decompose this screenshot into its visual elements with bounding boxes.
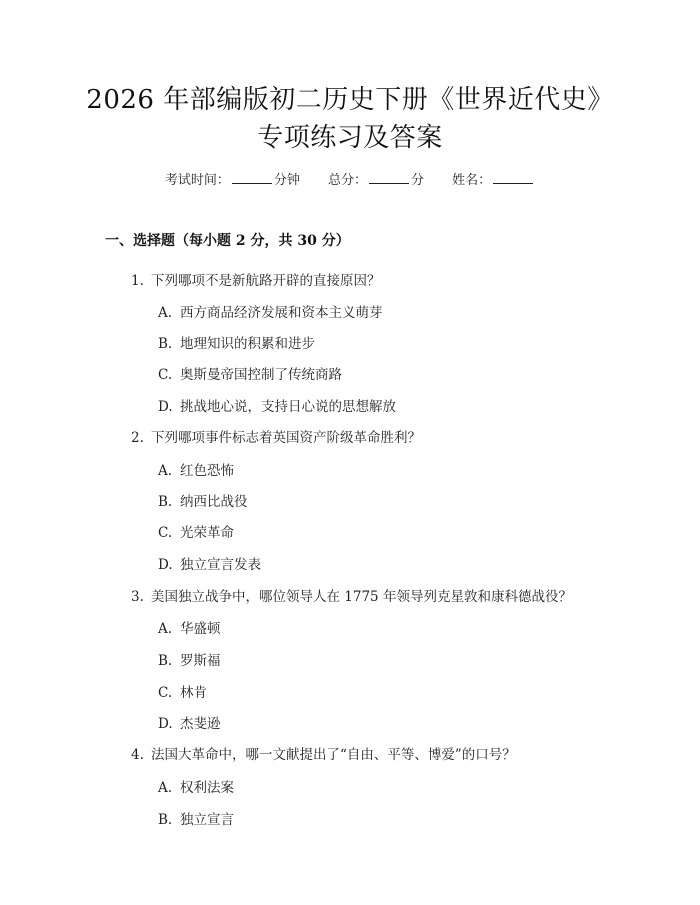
page-title-line-1: 2026 年部编版初二历史下册《世界近代史》	[86, 85, 614, 115]
question-number: 1.	[131, 273, 144, 289]
option-text: 独立宣言	[180, 812, 234, 828]
page-title-line-2: 专项练习及答案	[257, 123, 443, 153]
option-text: 光荣革命	[180, 525, 234, 541]
exam-time-blank[interactable]	[232, 170, 272, 184]
question-4	[131, 745, 516, 765]
option-letter: C.	[158, 525, 173, 541]
question-1	[131, 271, 381, 291]
option-letter: D.	[158, 557, 173, 573]
q2-option-c[interactable]	[158, 523, 234, 543]
option-text: 林肯	[180, 685, 207, 701]
option-letter: A.	[158, 780, 173, 796]
q2-option-b[interactable]	[158, 492, 248, 512]
option-letter: C.	[158, 367, 173, 383]
question-number: 4.	[131, 747, 144, 763]
exam-time-unit: 分钟	[273, 173, 300, 188]
question-text: 下列哪项不是新航路开辟的直接原因？	[151, 273, 381, 289]
option-text: 红色恐怖	[180, 463, 234, 479]
q2-option-d[interactable]	[158, 555, 261, 575]
q2-option-a[interactable]	[158, 461, 234, 481]
option-text: 华盛顿	[180, 621, 221, 637]
option-text: 地理知识的积累和进步	[180, 336, 315, 352]
q3-option-a[interactable]	[158, 619, 221, 639]
question-number: 2.	[131, 430, 144, 446]
q4-option-b[interactable]	[158, 810, 234, 830]
option-text: 权利法案	[180, 780, 234, 796]
q1-option-b[interactable]	[158, 334, 315, 354]
q1-option-a[interactable]	[158, 303, 383, 323]
option-text: 奥斯曼帝国控制了传统商路	[180, 367, 342, 383]
option-letter: A.	[158, 463, 173, 479]
option-letter: B.	[158, 494, 173, 510]
student-name-blank[interactable]	[493, 170, 533, 184]
option-text: 纳西比战役	[180, 494, 248, 510]
exam-time	[165, 170, 300, 190]
option-text: 西方商品经济发展和资本主义萌芽	[180, 305, 383, 321]
q3-option-c[interactable]	[158, 683, 207, 703]
section-heading: 一、选择题（每小题 2 分，共 30 分）	[105, 233, 350, 249]
option-text: 独立宣言发表	[180, 557, 261, 573]
question-3	[131, 587, 572, 607]
option-letter: A.	[158, 305, 173, 321]
question-2	[131, 428, 421, 448]
option-letter: B.	[158, 653, 173, 669]
option-letter: A.	[158, 621, 173, 637]
q3-option-b[interactable]	[158, 651, 221, 671]
question-text: 美国独立战争中，哪位领导人在 1775 年领导列克星敦和康科德战役？	[151, 589, 572, 605]
exam-time-label: 考试时间：	[164, 173, 230, 188]
question-text: 法国大革命中，哪一文献提出了“自由、平等、博爱”的口号？	[151, 747, 516, 763]
option-letter: B.	[158, 812, 173, 828]
q4-option-a[interactable]	[158, 778, 234, 798]
option-text: 挑战地心说，支持日心说的思想解放	[180, 399, 396, 415]
option-text: 罗斯福	[180, 653, 221, 669]
student-name	[452, 170, 535, 190]
exam-meta	[0, 170, 700, 190]
question-number: 3.	[131, 589, 144, 605]
option-letter: B.	[158, 336, 173, 352]
exam-score-label: 总分：	[327, 173, 367, 188]
option-letter: C.	[158, 685, 173, 701]
exam-score-blank[interactable]	[369, 170, 409, 184]
option-letter: D.	[158, 716, 173, 732]
q1-option-c[interactable]	[158, 365, 342, 385]
exam-score	[328, 170, 424, 190]
question-text: 下列哪项事件标志着英国资产阶级革命胜利？	[151, 430, 421, 446]
option-letter: D.	[158, 399, 173, 415]
q1-option-d[interactable]	[158, 397, 396, 417]
exam-score-unit: 分	[411, 173, 425, 188]
student-name-label: 姓名：	[452, 173, 492, 188]
q3-option-d[interactable]	[158, 714, 221, 734]
option-text: 杰斐逊	[180, 716, 221, 732]
